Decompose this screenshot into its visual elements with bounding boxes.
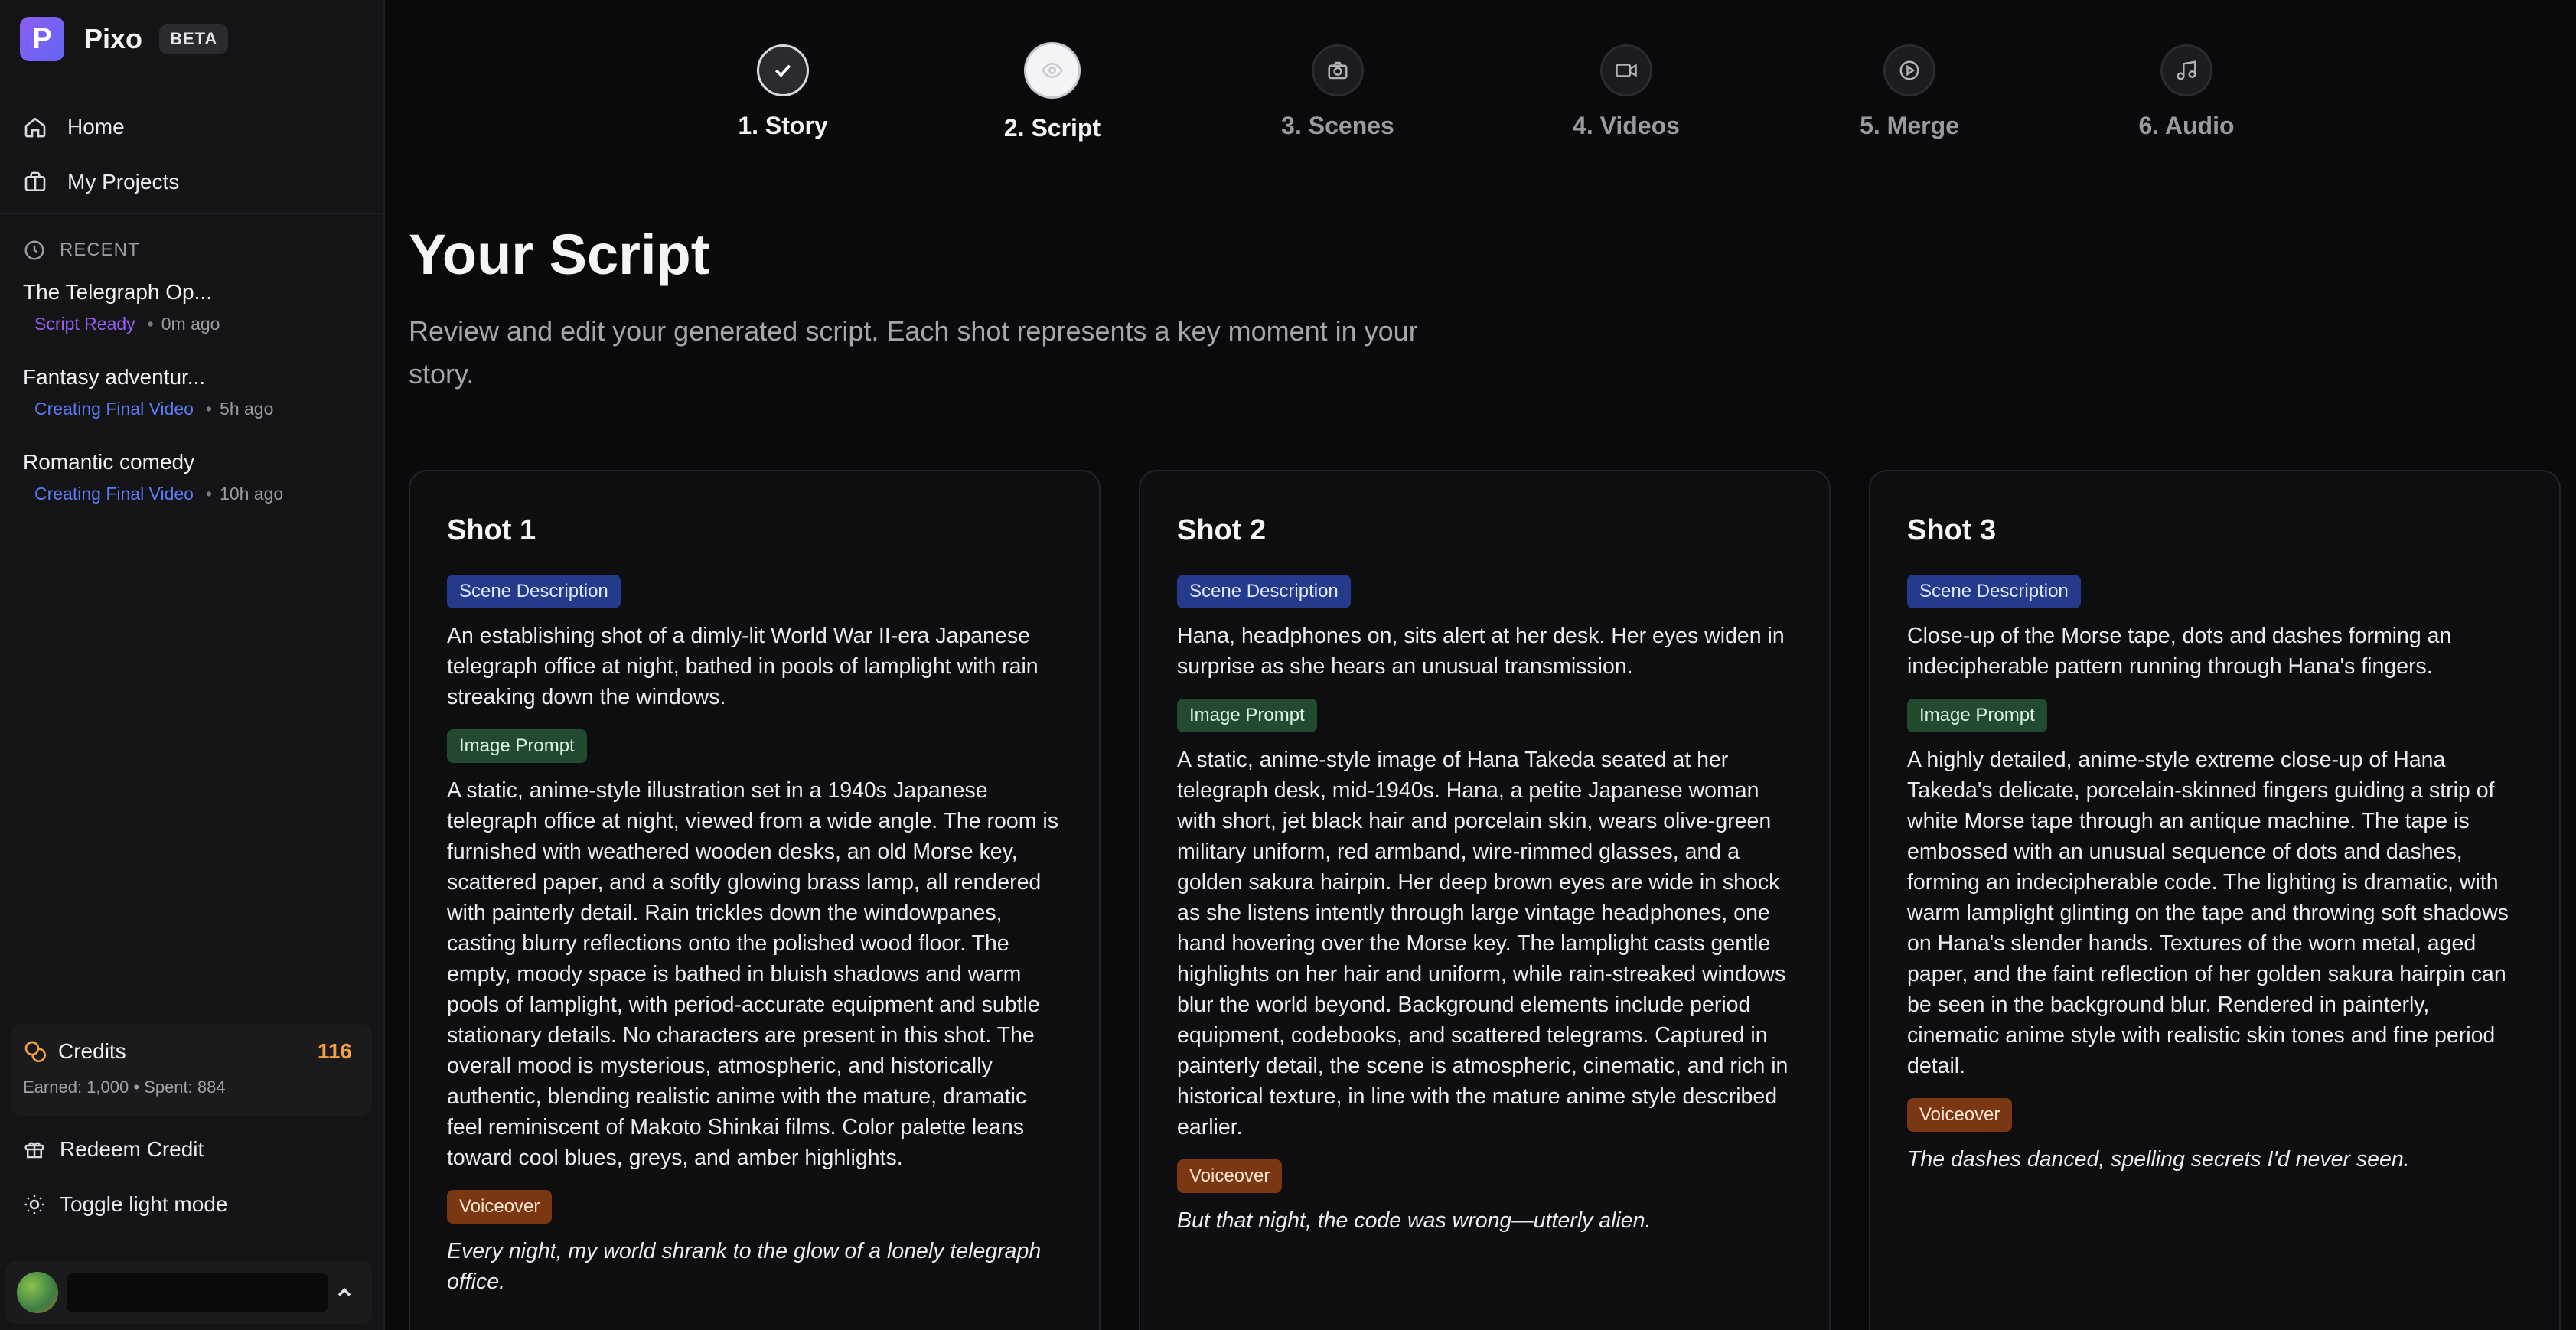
step-scenes-circle <box>1312 44 1364 96</box>
recent-item-time: 5h ago <box>220 399 274 419</box>
gift-icon <box>23 1138 46 1161</box>
recent-item-meta <box>34 399 375 419</box>
step-videos[interactable] <box>1527 0 1726 140</box>
check-icon <box>771 59 794 82</box>
image-prompt-badge: Image Prompt <box>447 729 587 763</box>
briefcase-icon <box>23 170 47 194</box>
shot-card[interactable] <box>1139 470 1831 1330</box>
redeem-credit-label: Redeem Credit <box>60 1137 204 1161</box>
image-prompt-badge: Image Prompt <box>1907 699 2047 732</box>
step-scenes-label: 3. Scenes <box>1281 112 1394 139</box>
shot-title: Shot 1 <box>447 514 536 546</box>
image-prompt-text[interactable]: A highly detailed, anime-style extreme close-up of Hana Takeda's delicate, porcelain-skinned fingers guiding a strip of white Morse tape through an antique machine. The tape is embossed with an unusual sequence of dots and dashes, forming an indecipherable code. The lighting is dramatic, with warm lamplight glinting on the tape and throwing soft shadows on Hana's slender hands. Textures of the worn metal, aged paper, and the faint reflection of her golden sakura hairpin can be seen in the background blur. Rendered in painterly, cinematic anime style with realistic skin tones and fine period detail. <box>1907 748 2509 1078</box>
scene-description-text[interactable]: An establishing shot of a dimly-lit World War II-era Japanese telegraph office at night, bathed in pools of lamplight with rain streaking down the windows. <box>447 624 1039 709</box>
voiceover-badge: Voiceover <box>1907 1098 2012 1132</box>
voiceover-text[interactable]: But that night, the code was wrong—utterly alien. <box>1177 1208 1652 1233</box>
step-scenes[interactable] <box>1238 0 1437 140</box>
step-script-circle <box>1024 42 1081 99</box>
voiceover-badge: Voiceover <box>447 1190 552 1224</box>
home-icon <box>23 115 47 139</box>
video-icon <box>1615 59 1638 82</box>
meta-separator: • <box>205 484 213 504</box>
recent-item-status: Creating Final Video <box>34 399 194 419</box>
step-videos-circle <box>1600 44 1652 96</box>
step-script-label: 2. Script <box>1003 114 1101 142</box>
toggle-light-mode-button[interactable] <box>23 1192 227 1217</box>
play-circle-icon <box>1898 59 1921 82</box>
recent-item-time: 10h ago <box>220 484 284 504</box>
image-prompt-text[interactable]: A static, anime-style illustration set in a 1940s Japanese telegraph office at night, viewed from a wide angle. The room is furnished with weathered wooden desks, an old Morse key, scattered paper, and a softly glowing brass lamp, all rendered with painterly detail. Rain trickles down the windowpanes, casting blurry reflections onto the polished wood floor. The empty, moody space is bathed in bluish shadows and warm pools of lamplight, with period-accurate equipment and subtle stationary details. No characters are present in this shot. The overall mood is mysterious, atmospheric, and historically authentic, blending realistic anime with the mature, dramatic feel reminiscent of Makoto Shinkai films. Color palette leans toward cool blues, greys, and amber highlights. <box>447 778 1058 1170</box>
nav-home[interactable] <box>0 99 385 155</box>
meta-separator: • <box>205 399 213 419</box>
step-story-circle <box>757 44 809 96</box>
redeem-credit-button[interactable] <box>23 1137 204 1162</box>
recent-item-status: Script Ready <box>34 314 135 334</box>
music-icon <box>2175 59 2198 82</box>
recent-item[interactable] <box>23 365 375 450</box>
recent-item-title: Romantic comedy <box>23 450 195 474</box>
scene-description-badge: Scene Description <box>1907 575 2081 608</box>
step-merge-circle <box>1883 44 1935 96</box>
sun-icon <box>23 1193 46 1216</box>
credits-balance: 116 <box>317 1039 352 1063</box>
recent-heading <box>23 239 140 262</box>
recent-item-time: 0m ago <box>161 314 220 334</box>
recent-list <box>23 280 375 535</box>
avatar <box>17 1272 58 1313</box>
credits-label: Credits <box>58 1039 126 1063</box>
shot-title: Shot 3 <box>1907 514 1997 546</box>
scene-description-badge: Scene Description <box>447 575 621 608</box>
image-prompt-text[interactable]: A static, anime-style image of Hana Takeda seated at her telegraph desk, mid-1940s. Hana, a petite Japanese woman with short, jet black hair and porcelain skin, wears olive-green military uniform, red armband, wire-rimmed glasses, and a golden sakura hairpin. Her deep brown eyes are wide in shock as she listens intently through large vintage headphones, one hand hovering over the Morse key. The lamplight casts gentle highlights on her hair and uniform, while rain-streaked windows blur the world beyond. Background elements include period equipment, codebooks, and scattered telegrams. Captured in painterly detail, the scene is atmospheric, cinematic, and rich in historical texture, in line with the mature anime style described earlier. <box>1177 748 1789 1139</box>
step-audio-label: 6. Audio <box>2138 112 2235 139</box>
nav-my-projects[interactable] <box>0 155 385 210</box>
voiceover-badge: Voiceover <box>1177 1159 1282 1193</box>
recent-item[interactable] <box>23 280 375 365</box>
page-subtitle: Review and edit your generated script. Each shot represents a key moment in your story. <box>409 315 1418 390</box>
recent-item[interactable] <box>23 450 375 535</box>
step-merge-label: 5. Merge <box>1860 112 1959 139</box>
app-name: Pixo <box>84 23 143 54</box>
shot-card[interactable] <box>1869 470 2561 1330</box>
step-audio-circle <box>2160 44 2212 96</box>
credits-summary: Earned: 1,000 • Spent: 884 <box>23 1077 226 1097</box>
step-merge[interactable] <box>1810 0 2009 140</box>
sidebar-divider <box>0 213 385 214</box>
progress-stepper <box>385 0 2576 153</box>
recent-item-meta <box>34 484 375 504</box>
sidebar <box>0 0 385 1330</box>
eye-icon <box>1041 59 1064 82</box>
recent-item-title: Fantasy adventur... <box>23 365 206 389</box>
coins-icon <box>23 1039 47 1064</box>
scene-description-badge: Scene Description <box>1177 575 1351 608</box>
user-menu[interactable] <box>6 1261 372 1324</box>
voiceover-text[interactable]: Every night, my world shrank to the glow of a lonely telegraph office. <box>447 1239 1042 1294</box>
brand[interactable] <box>20 17 228 61</box>
step-videos-label: 4. Videos <box>1573 112 1680 139</box>
clock-icon <box>23 239 46 262</box>
recent-item-title: The Telegraph Op... <box>23 280 212 304</box>
user-name-redacted <box>67 1273 328 1312</box>
main-nav <box>0 99 385 210</box>
step-story-label: 1. Story <box>738 112 828 139</box>
recent-item-status: Creating Final Video <box>34 484 194 504</box>
recent-heading-label: RECENT <box>60 240 140 260</box>
scene-description-text[interactable]: Hana, headphones on, sits alert at her desk. Her eyes widen in surprise as she hears an unusual transmission. <box>1177 624 1785 679</box>
step-script[interactable] <box>953 0 1152 142</box>
beta-badge: BETA <box>159 24 228 54</box>
shot-card[interactable] <box>409 470 1101 1330</box>
nav-my-projects-label: My Projects <box>67 170 180 194</box>
credits-row <box>23 1039 360 1064</box>
meta-separator: • <box>147 314 154 334</box>
step-story[interactable] <box>683 0 882 140</box>
shot-title: Shot 2 <box>1177 514 1267 546</box>
camera-icon <box>1326 59 1349 82</box>
scene-description-text[interactable]: Close-up of the Morse tape, dots and dashes forming an indecipherable pattern running through Hana's fingers. <box>1907 624 2452 679</box>
page-title: Your Script <box>409 223 710 286</box>
chevron-up-icon <box>334 1282 355 1303</box>
nav-home-label: Home <box>67 115 125 139</box>
toggle-light-mode-label: Toggle light mode <box>60 1192 228 1216</box>
recent-item-meta <box>34 314 375 334</box>
step-audio[interactable] <box>2087 0 2286 140</box>
voiceover-text[interactable]: The dashes danced, spelling secrets I'd never seen. <box>1907 1147 2410 1172</box>
app-logo: P <box>20 17 64 61</box>
credits-panel[interactable] <box>11 1024 372 1116</box>
image-prompt-badge: Image Prompt <box>1177 699 1317 732</box>
